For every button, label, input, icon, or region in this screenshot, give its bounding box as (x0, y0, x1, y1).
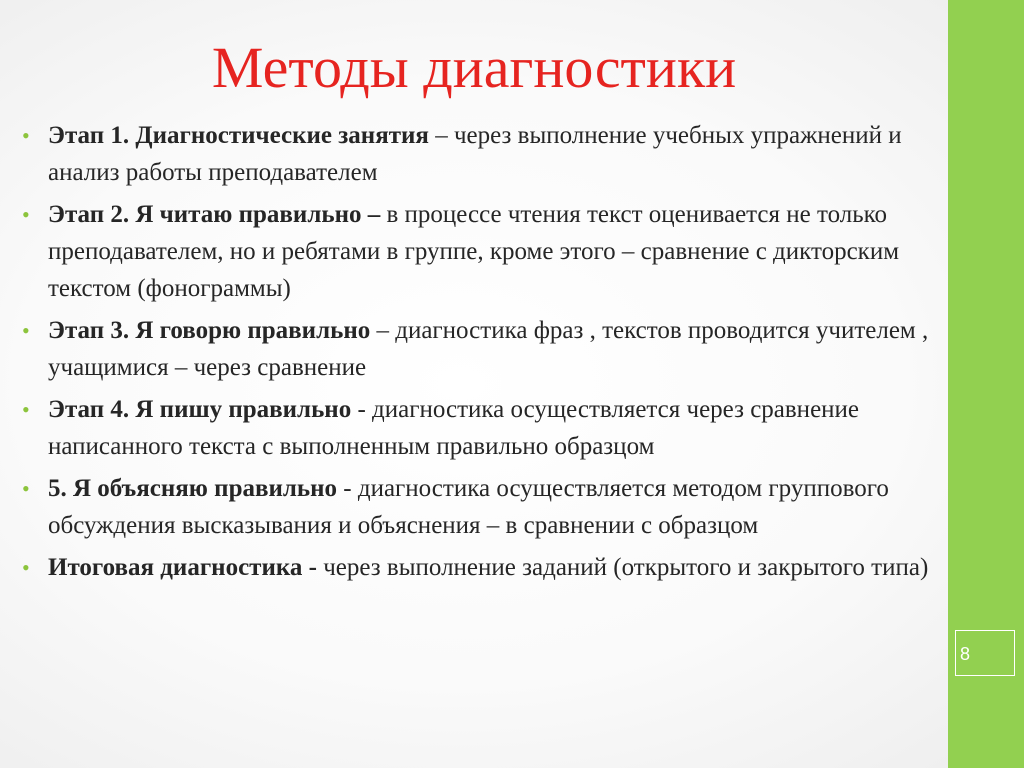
bullet-text: через выполнение заданий (открытого и закрытого типа) (316, 554, 929, 581)
bullet-item-stage-4 (20, 391, 932, 465)
bullet-item-stage-5 (20, 470, 932, 544)
bullet-text: – через выполнение учебных упражнений и анализ работы преподавателем (48, 122, 902, 186)
bullet-item-final (20, 549, 932, 586)
bullet-dot-icon: • (22, 555, 30, 580)
bullet-dot-icon: • (22, 476, 30, 501)
bullet-heading: Этап 1. Диагностические занятия (48, 122, 429, 149)
page-number: 8 (955, 630, 1015, 676)
bullet-item-stage-1 (20, 117, 932, 191)
slide-title: Методы диагностики (211, 35, 737, 100)
bullet-heading: Этап 2. Я читаю правильно – (48, 201, 381, 228)
bullet-dot-icon: • (22, 123, 30, 148)
bullet-dot-icon: • (22, 397, 30, 422)
bullet-text: – диагностика фраз , текстов проводится учителем , учащимися – через сравнение (48, 317, 929, 381)
bullet-heading: Этап 3. Я говорю правильно (48, 317, 371, 344)
bullet-text: - диагностика осуществляется через сравнение написанного текста с выполненным правильно образцом (48, 396, 860, 460)
bullet-item-stage-3 (20, 312, 932, 386)
bullet-heading: Итоговая диагностика - (48, 554, 317, 581)
bullet-text: - диагностика осуществляется методом группового обсуждения высказывания и объяснения – в сравнении с образцом (48, 475, 889, 539)
bullet-item-stage-2 (20, 196, 932, 307)
bullet-text: в процессе чтения текст оценивается не только преподавателем, но и ребятами в группе, кроме этого – сравнение с дикторским текстом (фонограммы) (48, 201, 900, 302)
bullet-heading: 5. Я объясняю правильно (48, 475, 338, 502)
bullet-heading: Этап 4. Я пишу правильно (48, 396, 352, 423)
bullet-dot-icon: • (22, 202, 30, 227)
bullet-dot-icon: • (22, 318, 30, 343)
bullet-list (20, 117, 932, 591)
